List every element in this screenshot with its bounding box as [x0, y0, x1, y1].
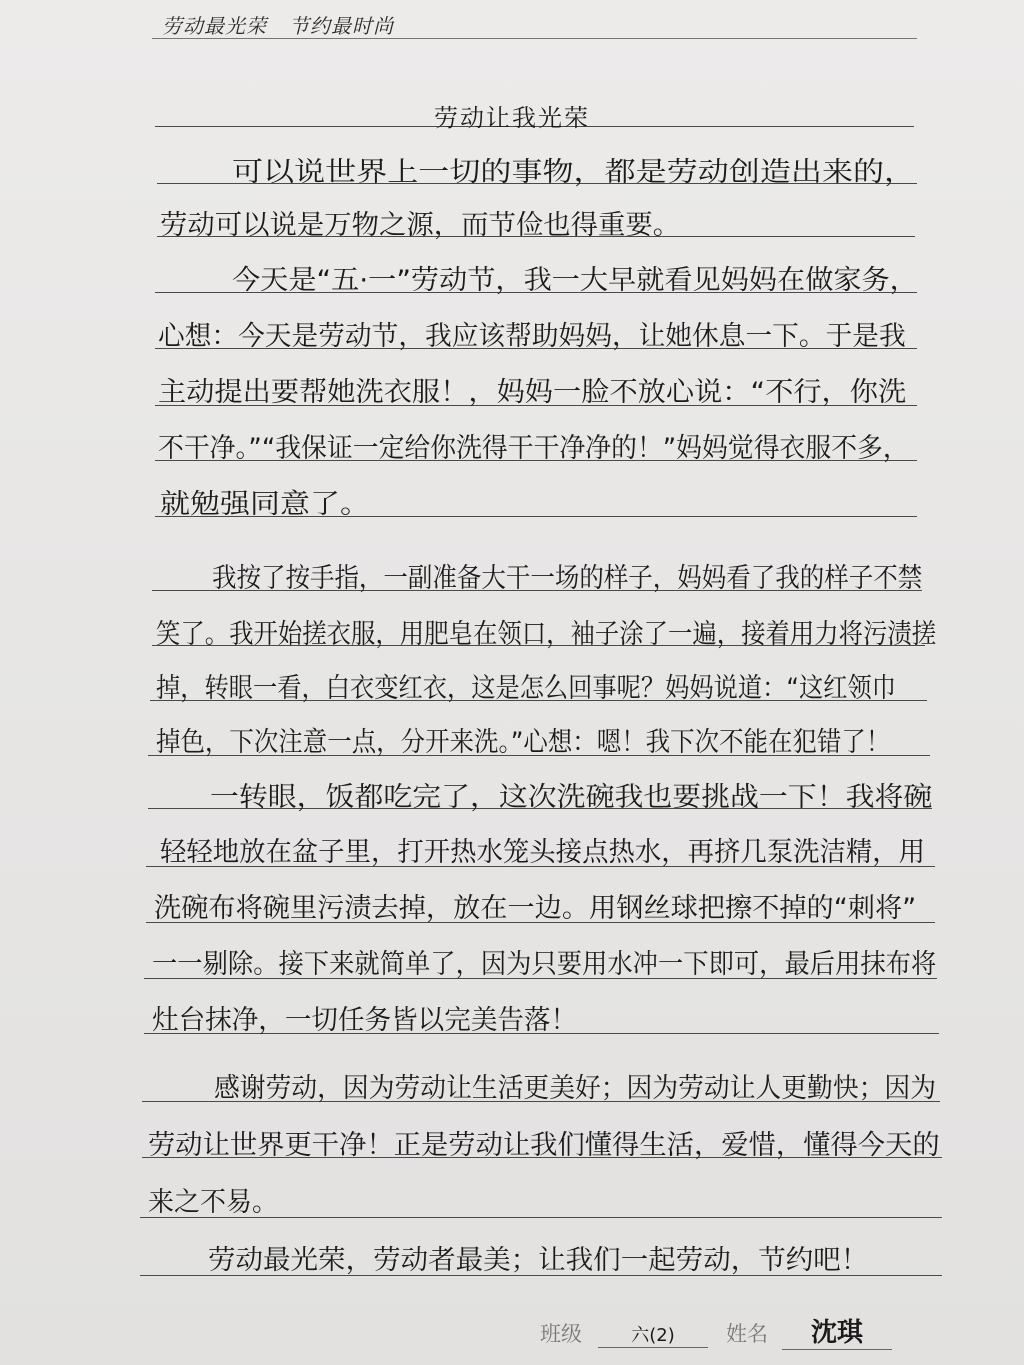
- essay-line: 主动提出要帮她洗衣服！，妈妈一脸不放心说：“不行，你洗: [158, 377, 907, 408]
- name-label: 姓名: [726, 1322, 768, 1346]
- essay-line: 笑了。我开始搓衣服，用肥皂在领口，袖子涂了一遍，接着用力将污渍搓: [156, 619, 937, 650]
- class-label: 班级: [540, 1322, 582, 1346]
- class-value: 六(2): [598, 1321, 708, 1348]
- footer: [540, 1312, 892, 1350]
- essay-line: 一一剔除。接下来就简单了，因为只要用水冲一下即可，最后用抹布将: [152, 949, 937, 980]
- essay-line: 灶台抹净，一切任务皆以完美告落！: [152, 1005, 578, 1036]
- essay-line: 劳动可以说是万物之源，而节俭也得重要。: [160, 210, 681, 241]
- essay-line: 我按了按手指，一副准备大干一场的样子，妈妈看了我的样子不禁: [212, 563, 923, 594]
- essay-line: 来之不易。: [148, 1187, 279, 1218]
- essay-line: 劳动让世界更干净！正是劳动让我们懂得生活，爱惜，懂得今天的: [148, 1130, 940, 1161]
- essay-line: 劳动最光荣，劳动者最美；让我们一起劳动，节约吧！: [208, 1245, 869, 1276]
- essay-line: 今天是“五·一”劳动节，我一大早就看见妈妈在做家务，: [232, 265, 918, 296]
- essay-title: 劳动让我光荣: [434, 104, 590, 132]
- essay-line: 轻轻地放在盆子里，打开热水笼头接点热水，再挤几泵洗洁精，用: [160, 837, 925, 868]
- essay-line: 掉，转眼一看，白衣变红衣，这是怎么回事呢？妈妈说道：“这红领巾: [156, 673, 896, 704]
- essay-line: 不干净。”“我保证一定给你洗得干干净净的！”妈妈觉得衣服不多，: [158, 433, 909, 464]
- header-slogan-right: 节约最时尚: [289, 14, 394, 38]
- essay-line: 感谢劳动，因为劳动让生活更美好；因为劳动让人更勤快；因为: [214, 1073, 936, 1104]
- name-value: 沈琪: [782, 1312, 892, 1350]
- essay-line: 洗碗布将碗里污渍去掉，放在一边。用钢丝球把擦不掉的“刺将”: [154, 893, 917, 924]
- header-slogan-left: 劳动最光荣: [162, 14, 267, 38]
- essay-line: 一转眼，饭都吃完了，这次洗碗我也要挑战一下！我将碗: [210, 782, 933, 813]
- essay-line: 可以说世界上一切的事物，都是劳动创造出来的，: [232, 157, 916, 188]
- essay-line: 心想：今天是劳动节，我应该帮助妈妈，让她休息一下。于是我: [158, 321, 906, 352]
- essay-line: 掉色，下次注意一点，分开来洗。”心想：嗯！我下次不能在犯错了！: [156, 727, 891, 758]
- essay-line: 就勉强同意了。: [160, 489, 370, 520]
